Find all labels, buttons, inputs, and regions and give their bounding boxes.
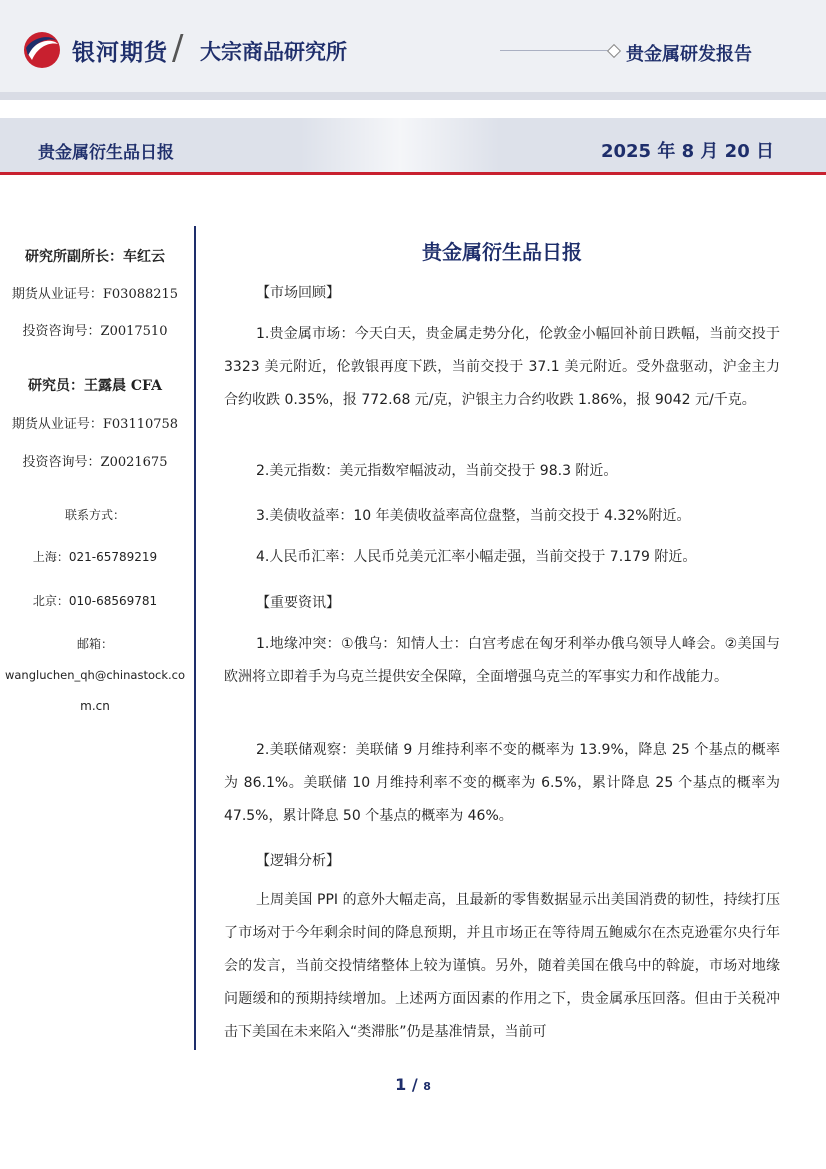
researcher-name: 研究员：王露晨 CFA <box>28 378 162 394</box>
brand-name: 银河期货 <box>72 40 168 66</box>
page-number <box>0 1075 826 1094</box>
page-separator: / <box>406 1075 424 1094</box>
beijing-phone: 北京：010-68569781 <box>32 594 158 608</box>
researcher-license: 期货从业证号：F03110758 <box>11 417 179 432</box>
paragraph-dollar-index: 2.美元指数：美元指数窄幅波动，当前交投于 98.3 附近。 <box>256 463 618 479</box>
deputy-license: 期货从业证号：F03088215 <box>11 287 179 302</box>
header-divider <box>500 50 612 51</box>
galaxy-logo-icon <box>22 30 62 70</box>
contact-label: 联系方式： <box>64 508 125 522</box>
shanghai-phone: 上海：021-65789219 <box>32 550 158 564</box>
section-market-review: 【市场回顾】 <box>256 285 340 301</box>
deputy-consult-number: 投资咨询号：Z0017510 <box>22 324 168 339</box>
sidebar-divider <box>194 226 196 1050</box>
report-date: 2025 年 8 月 20 日 <box>600 141 774 162</box>
current-page: 1 <box>395 1075 407 1094</box>
header-band <box>0 92 826 100</box>
report-type: 贵金属研发报告 <box>626 44 752 65</box>
paragraph-fed-watch: 2.美联储观察：美联储 9 月维持利率不变的概率为 13.9%，降息 25 个基点的概率为 86.1%。美联储 10 月维持利率不变的概率为 6.5%，累计降息 25 个基点的概率为 47.5%，累计降息 50 个基点的概率为 46%。 <box>224 742 780 824</box>
email-label: 邮箱： <box>76 637 113 651</box>
header-slash: / <box>172 28 184 68</box>
email-address[interactable]: wangluchen_qh@chinastock.co <box>4 668 185 682</box>
paragraph-logic: 上周美国 PPI 的意外大幅走高，且最新的零售数据显示出美国消费的韧性，持续打压了市场对于今年剩余时间的降息预期，并且市场正在等待周五鲍威尔在杰克逊霍尔央行年会的发言，当前交投情绪整体上较为谨慎。另外，随着美国在俄乌中的斡旋，市场对地缘问题缓和的预期持续增加。上述两方面因素的作用之下，贵金属承压回落。但由于关税冲击下美国在未来陷入“类滞胀”仍是基准情景，当前可 <box>224 892 780 1040</box>
deputy-head: 研究所副所长：车红云 <box>25 249 165 265</box>
title-bar-accent <box>0 172 826 175</box>
paragraph-metals: 1.贵金属市场：今天白天，贵金属走势分化，伦敦金小幅回补前日跌幅，当前交投于 3323 美元附近，伦敦银再度下跌，当前交投于 37.1 美元附近。受外盘驱动，沪金主力合约收跌 0.35%，报 772.68 元/克，沪银主力合约收跌 1.86%，报 9042 元/千克。 <box>224 326 780 408</box>
total-pages: 8 <box>423 1080 431 1093</box>
report-name: 贵金属衍生品日报 <box>38 143 174 163</box>
section-key-news: 【重要资讯】 <box>256 595 340 611</box>
institute-name: 大宗商品研究所 <box>200 40 347 64</box>
paragraph-geopolitics: 1.地缘冲突：①俄乌：知情人士：白宫考虑在匈牙利举办俄乌领导人峰会。②美国与欧洲将立即着手为乌克兰提供安全保障，全面增强乌克兰的军事实力和作战能力。 <box>224 636 780 685</box>
researcher-consult-number: 投资咨询号：Z0021675 <box>22 455 168 470</box>
section-logic-analysis: 【逻辑分析】 <box>256 853 340 869</box>
title-bar-highlight <box>300 118 500 174</box>
paragraph-rmb-rate: 4.人民币汇率：人民币兑美元汇率小幅走强，当前交投于 7.179 附近。 <box>256 549 697 565</box>
email-address-cont[interactable]: m.cn <box>80 699 110 713</box>
paragraph-treasury-yield: 3.美债收益率：10 年美债收益率高位盘整，当前交投于 4.32%附近。 <box>256 508 691 524</box>
document-title: 贵金属衍生品日报 <box>422 240 582 264</box>
